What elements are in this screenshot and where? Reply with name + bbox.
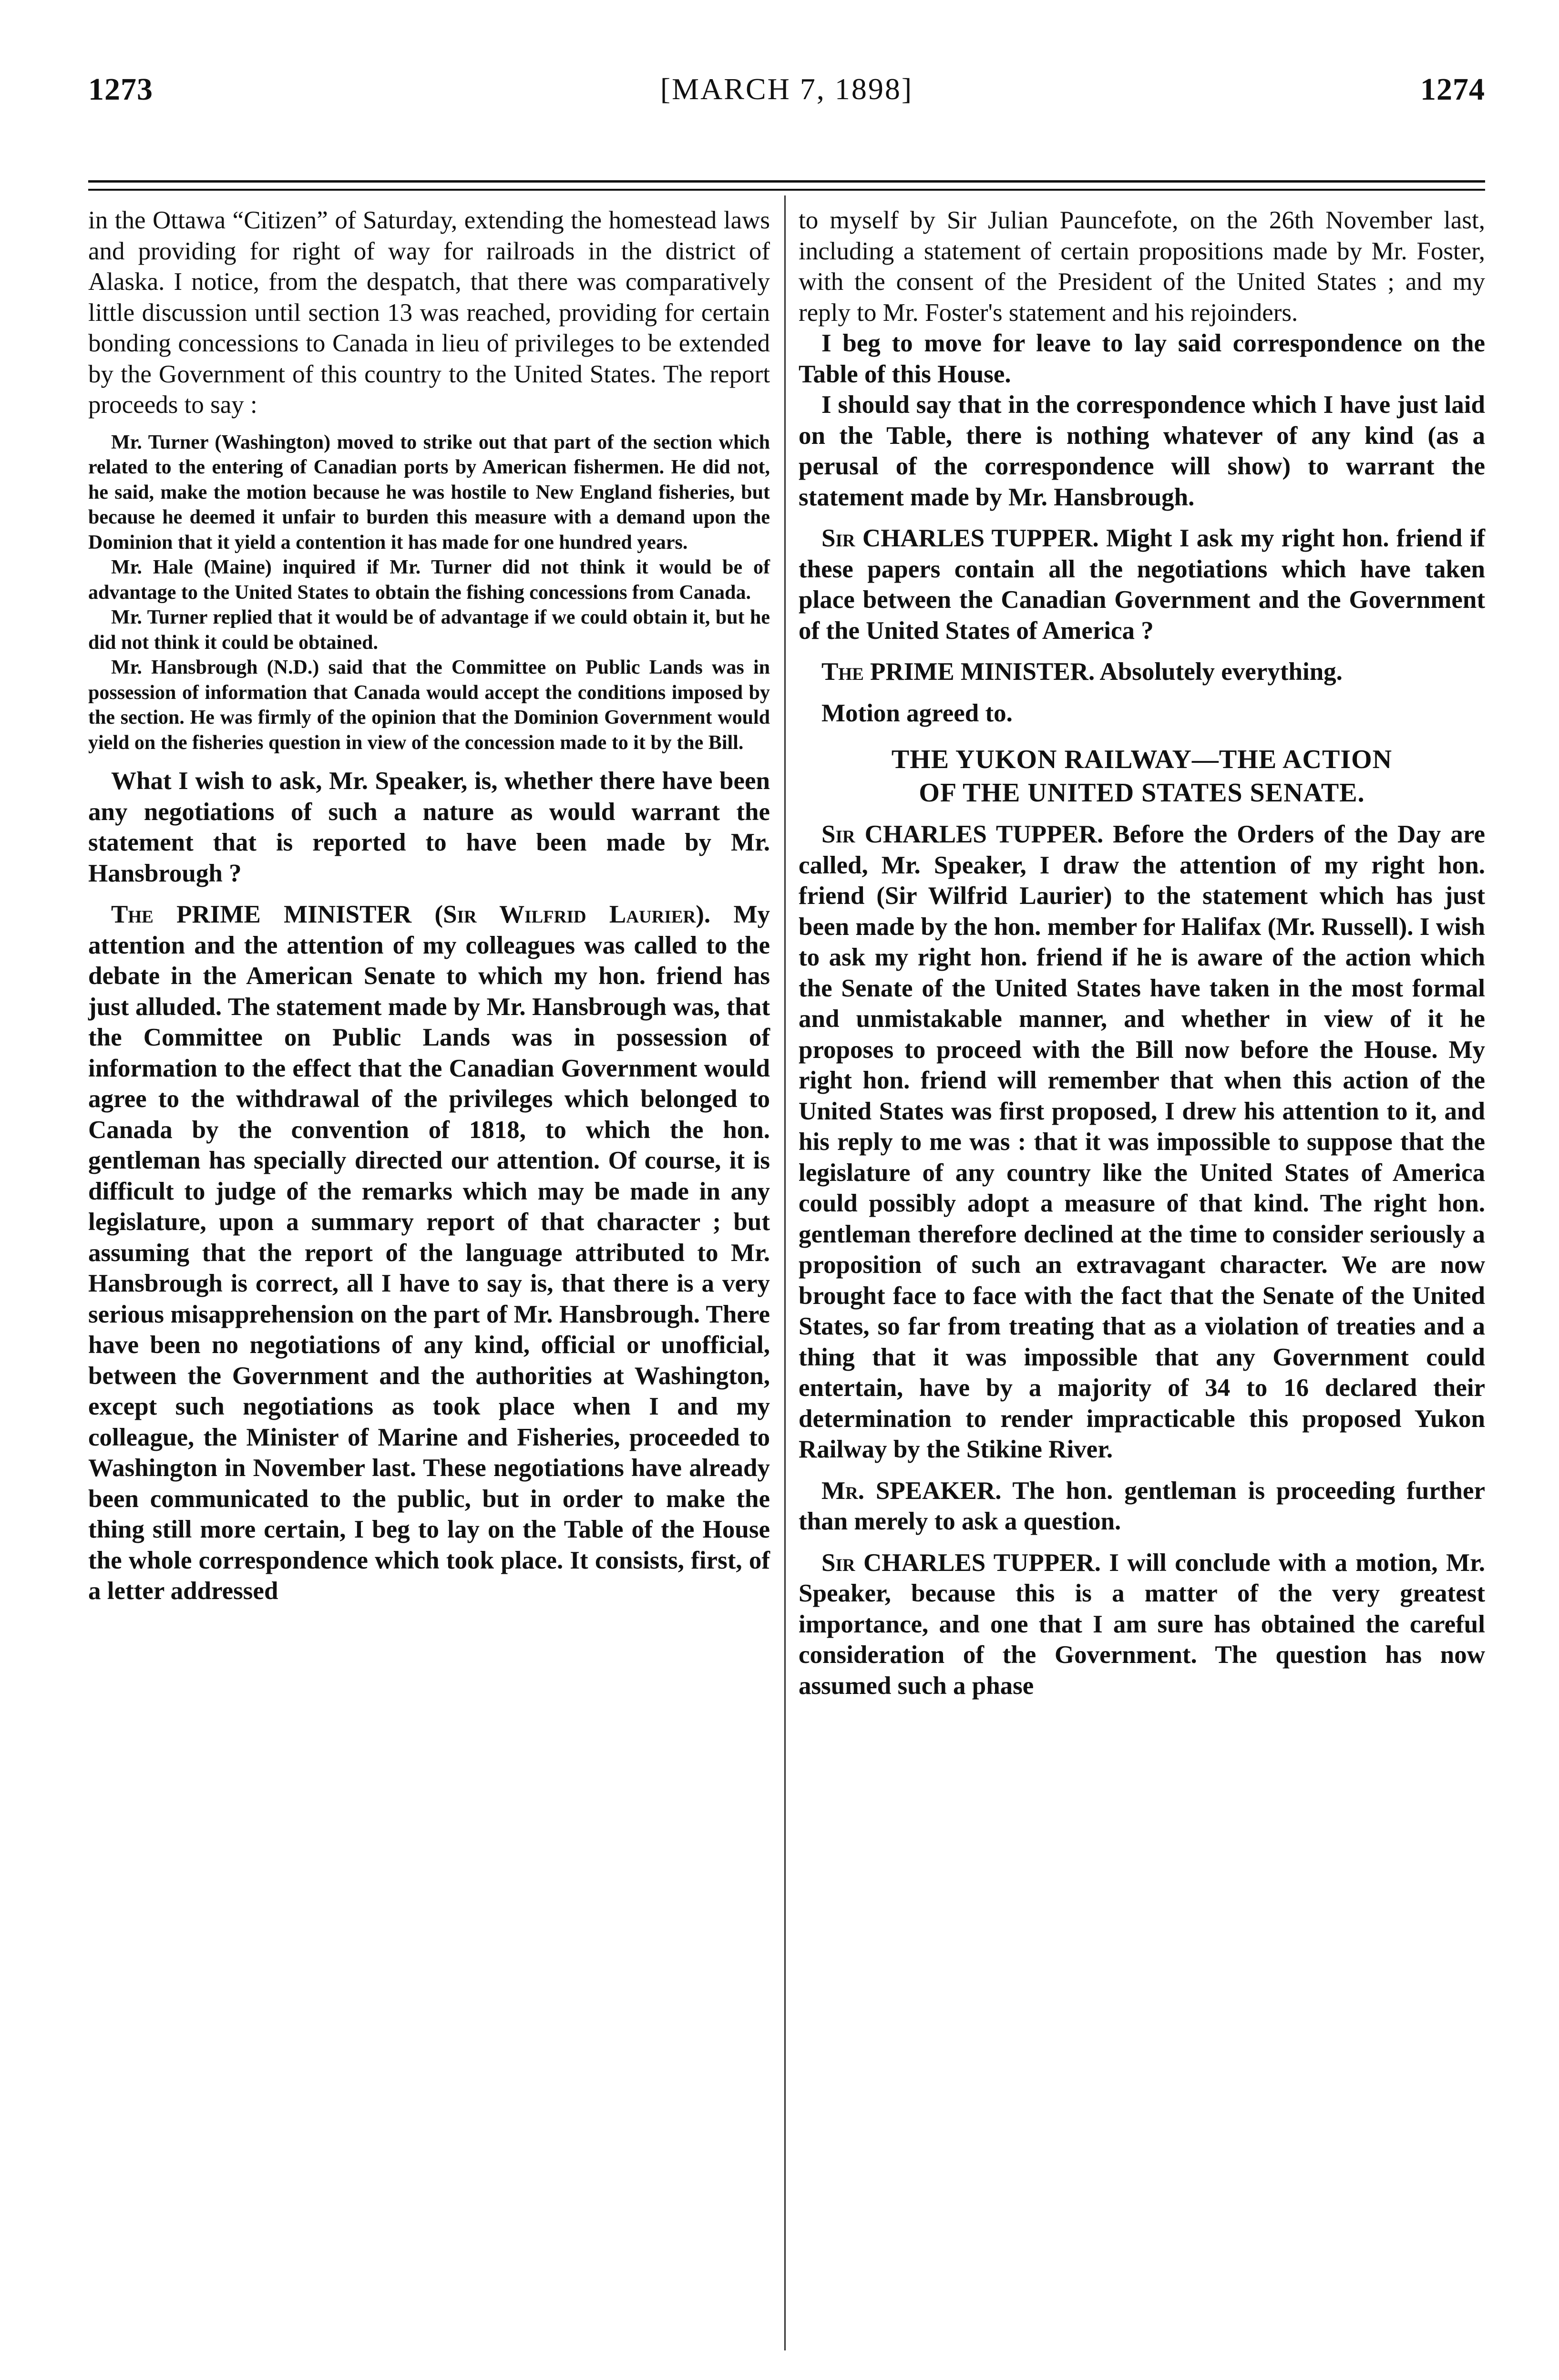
speaker-name: Sir CHARLES TUPPER. xyxy=(821,821,1104,848)
speech-text: Before the Orders of the Day are called, Mr. Speaker, I draw the attention of my right hon. friend (Sir Wilfrid Laurier) to the statement which has just been made by the hon. member for Halifax (Mr. Russell). I wish to ask my right hon. friend if he is aware of the action which the Senate of the United States have taken in the most formal and unmistakable manner, and whether in view of it he proposes to proceed with the Bill now before the House. My right hon. friend will remember that when this action of the United States was first proposed, I drew his attention to it, and his reply to me was : that it was impossible to suppose that the legislature of any country like the United States of America could possibly adopt a measure of that kind. The right hon. gentleman therefore declined at the time to consider seriously a proposition of such an extravagant character. We are now brought face to face with the fact that the Senate of the United States, so far from treating that as a violation of treaties and a thing that it was impossible that any Government could entertain, have by a majority of 34 to 16 declared their determination to render impracticable this proposed Yukon Railway by the Stikine River. xyxy=(799,821,1486,1463)
prime-minister-reply xyxy=(88,899,770,1607)
speech-text: The hon. gentleman is proceeding further than merely to ask a question. xyxy=(799,1477,1485,1535)
running-head-date: [MARCH 7, 1898] xyxy=(660,72,913,106)
page-number-right: 1274 xyxy=(1420,72,1485,107)
tupper-question xyxy=(799,523,1485,646)
speech-text: Absolutely everything. xyxy=(1095,658,1343,686)
speech-text: Might I ask my right hon. friend if these papers contain all the negotiations which have taken place between the Canadian Government and the Government of the United States of America ? xyxy=(799,524,1485,645)
prime-minister-answer xyxy=(799,657,1485,687)
tupper-yukon-speech xyxy=(799,819,1485,1465)
quoted-report xyxy=(88,430,770,756)
heading-line-1: THE YUKON RAILWAY—THE ACTION xyxy=(891,745,1393,774)
quote-paragraph-turner: Mr. Turner (Washington) moved to strike out that part of the section which related to the entering of Canadian ports by American fishermen. He did not, he said, make the motion because he was hostile to New England fisheries, but because he deemed it unfair to burden this measure with a demand upon the Dominion that it yield a contention it has made for one hundred years. xyxy=(88,431,770,554)
right-column xyxy=(799,205,1485,1701)
quote-paragraph-hale: Mr. Hale (Maine) inquired if Mr. Turner did not think it would be of advantage to the United States to obtain the fishing concessions from Canada. xyxy=(88,556,770,604)
heading-line-2: OF THE UNITED STATES SENATE. xyxy=(919,778,1365,808)
motion-agreed: Motion agreed to. xyxy=(821,699,1013,727)
move-paragraph: I beg to move for leave to lay said correspondence on the Table of this House. xyxy=(799,329,1485,388)
speaker-name: Mr. SPEAKER. xyxy=(821,1477,1002,1505)
page-header xyxy=(88,72,1485,124)
should-say-paragraph: I should say that in the correspondence which I have just laid on the Table, there is nothing whatever of any kind (as a perusal of the correspondence will show) to warrant the statement made by Mr. Hansbrough. xyxy=(799,391,1485,511)
speaker-name: Sir CHARLES TUPPER. xyxy=(821,524,1099,552)
column-divider xyxy=(784,195,786,2350)
speaker-name: The PRIME MINISTER. xyxy=(821,658,1095,686)
quote-paragraph-turner-reply: Mr. Turner replied that it would be of advantage if we could obtain it, but he did not think it could be obtained. xyxy=(88,606,770,654)
page-number-left: 1273 xyxy=(88,72,153,107)
section-heading xyxy=(799,743,1485,810)
left-column xyxy=(88,205,770,1607)
intro-paragraph: in the Ottawa “Citizen” of Saturday, extending the homestead laws and providing for right of way for railroads in the district of Alaska. I notice, from the despatch, that there was comparatively little discussion until section 13 was reached, providing for certain bonding concessions to Canada in lieu of privileges to be extended by the Government of this country to the United States. The report proceeds to say : xyxy=(88,206,770,419)
speaker-ruling xyxy=(799,1476,1485,1537)
header-rule-thick xyxy=(88,180,1485,183)
header-rule-thin xyxy=(88,189,1485,191)
continuation-paragraph: to myself by Sir Julian Pauncefote, on the 26th November last, including a statement of certain propositions made by Mr. Foster, with the consent of the President of the United States ; and my reply to Mr. Foster's statement and his rejoinders. xyxy=(799,206,1485,327)
speaker-name: Sir CHARLES TUPPER. xyxy=(821,1549,1101,1577)
tupper-motion-speech xyxy=(799,1548,1485,1702)
question-paragraph: What I wish to ask, Mr. Speaker, is, whether there have been any negotiations of such a nature as would warrant the statement that is reported to have been made by Mr. Hansbrough ? xyxy=(88,767,770,887)
quote-paragraph-hansbrough: Mr. Hansbrough (N.D.) said that the Committee on Public Lands was in possession of information that Canada would accept the conditions imposed by the section. He was firmly of the opinion that the Dominion Government would yield on the fisheries question in view of the concession made to it by the Bill. xyxy=(88,657,770,754)
speech-text: I will conclude with a motion, Mr. Speaker, because this is a matter of the very greatest importance, and one that I am sure has obtained the careful consideration of the Government. The question has now assumed such a phase xyxy=(799,1549,1485,1700)
speech-text: My attention and the attention of my colleagues was called to the debate in the American Senate to which my hon. friend has just alluded. The statement made by Mr. Hansbrough was, that the Committee on Public Lands was in possession of information to the effect that the Canadian Government would agree to the withdrawal of the privileges which belonged to Canada by the convention of 1818, to which the hon. gentleman has specially directed our attention. Of course, it is difficult to judge of the remarks which may be made in any legislature, upon a summary report of that character ; but assuming that the report of the language attributed to Mr. Hansbrough is correct, all I have to say is, that there is a very serious misapprehension on the part of Mr. Hansbrough. There have been no negotiations of any kind, official or unofficial, between the Government and the authorities at Washington, except such negotiations as took place when I and my colleague, the Minister of Marine and Fisheries, proceeded to Washington in November last. These negotiations have already been communicated to the public, but in order to make the thing still more certain, I beg to lay on the Table of the House the whole correspondence which took place. It consists, first, of a letter addressed xyxy=(88,901,770,1605)
speaker-name: The PRIME MINISTER (Sir Wilfrid Laurier). xyxy=(111,901,711,928)
